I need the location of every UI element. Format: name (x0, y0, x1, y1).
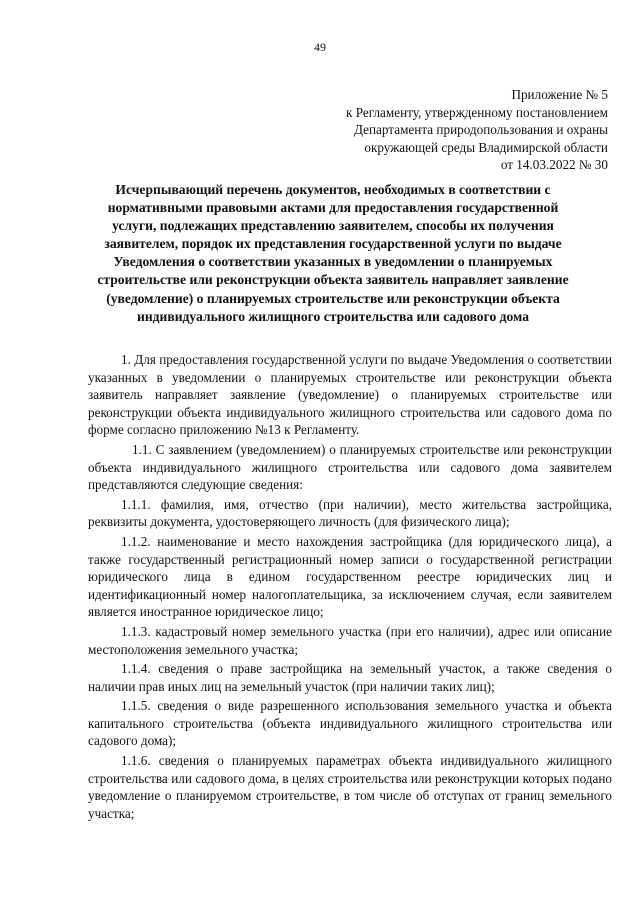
appendix-line: к Регламенту, утвержденному постановлением (346, 104, 608, 120)
paragraph: 1.1.4. сведения о праве застройщика на земельный участок, а также сведения о наличии прав иных лиц на земельный участок (при наличии таких лиц); (88, 661, 612, 694)
appendix-line: окружающей среды Владимирской области (364, 139, 608, 155)
paragraph: 1.1. С заявлением (уведомлением) о планируемых строительстве или реконструкции объекта индивидуального жилищного строительства или садового дома заявителем представляются следующие сведения: (88, 441, 612, 493)
paragraph: 1.1.6. сведения о планируемых параметрах объекта индивидуального жилищного строительства или садового дома, в целях строительства или реконструкции которых подано уведомление о планируемом строительстве, в том числе об отступах от границ земельного участка; (88, 753, 612, 821)
paragraph: 1. Для предоставления государственной услуги по выдаче Уведомления о соответствии указанных в уведомлении о планируемых строительстве или реконструкции объекта заявитель направляет заявление (уведомление) о планируемых строительстве или реконструкции объекта индивидуального жилищного строительства или садового дома по форме согласно приложению №13 к Регламенту. (88, 352, 612, 438)
paragraph: 1.1.3. кадастровый номер земельного участка (при его наличии), адрес или описание местоположения земельного участка; (88, 623, 612, 657)
document-body (88, 351, 612, 822)
paragraph: 1.1.5. сведения о виде разрешенного использования земельного участка и объекта капитального строительства (объекта индивидуального жилищного строительства или садового дома); (88, 698, 612, 749)
document-title: Исчерпывающий перечень документов, необходимых в соответствии с нормативными правовыми актами для предоставления государственной услуги, подлежащих представлению заявителем, способы их получения заявителем, порядок их представления государственной услуги по выдаче Уведомления о соответствии указанных в уведомлении о планируемых строительстве или реконструкции объекта заявитель направляет заявление (уведомление) о планируемых строительстве или реконструкции объекта индивидуального жилищного строительства или садового дома (97, 182, 569, 324)
appendix-line: от 14.03.2022 № 30 (500, 157, 608, 172)
appendix-line: Департамента природопользования и охраны (353, 122, 608, 137)
appendix-header (278, 86, 608, 174)
paragraph: 1.1.1. фамилия, имя, отчество (при наличии), место жительства застройщика, реквизиты документа, удостоверяющего личность (для физического лица); (88, 496, 612, 530)
appendix-line: Приложение № 5 (511, 87, 608, 102)
paragraph: 1.1.2. наименование и место нахождения застройщика (для юридического лица), а также государственный регистрационный номер записи о государственной регистрации юридического лица в едином государственном реестре юридических лиц и идентификационный номер налогоплательщика, за исключением случая, если заявителем является иностранное юридическое лицо; (88, 533, 612, 620)
page-number: 49 (314, 40, 326, 54)
